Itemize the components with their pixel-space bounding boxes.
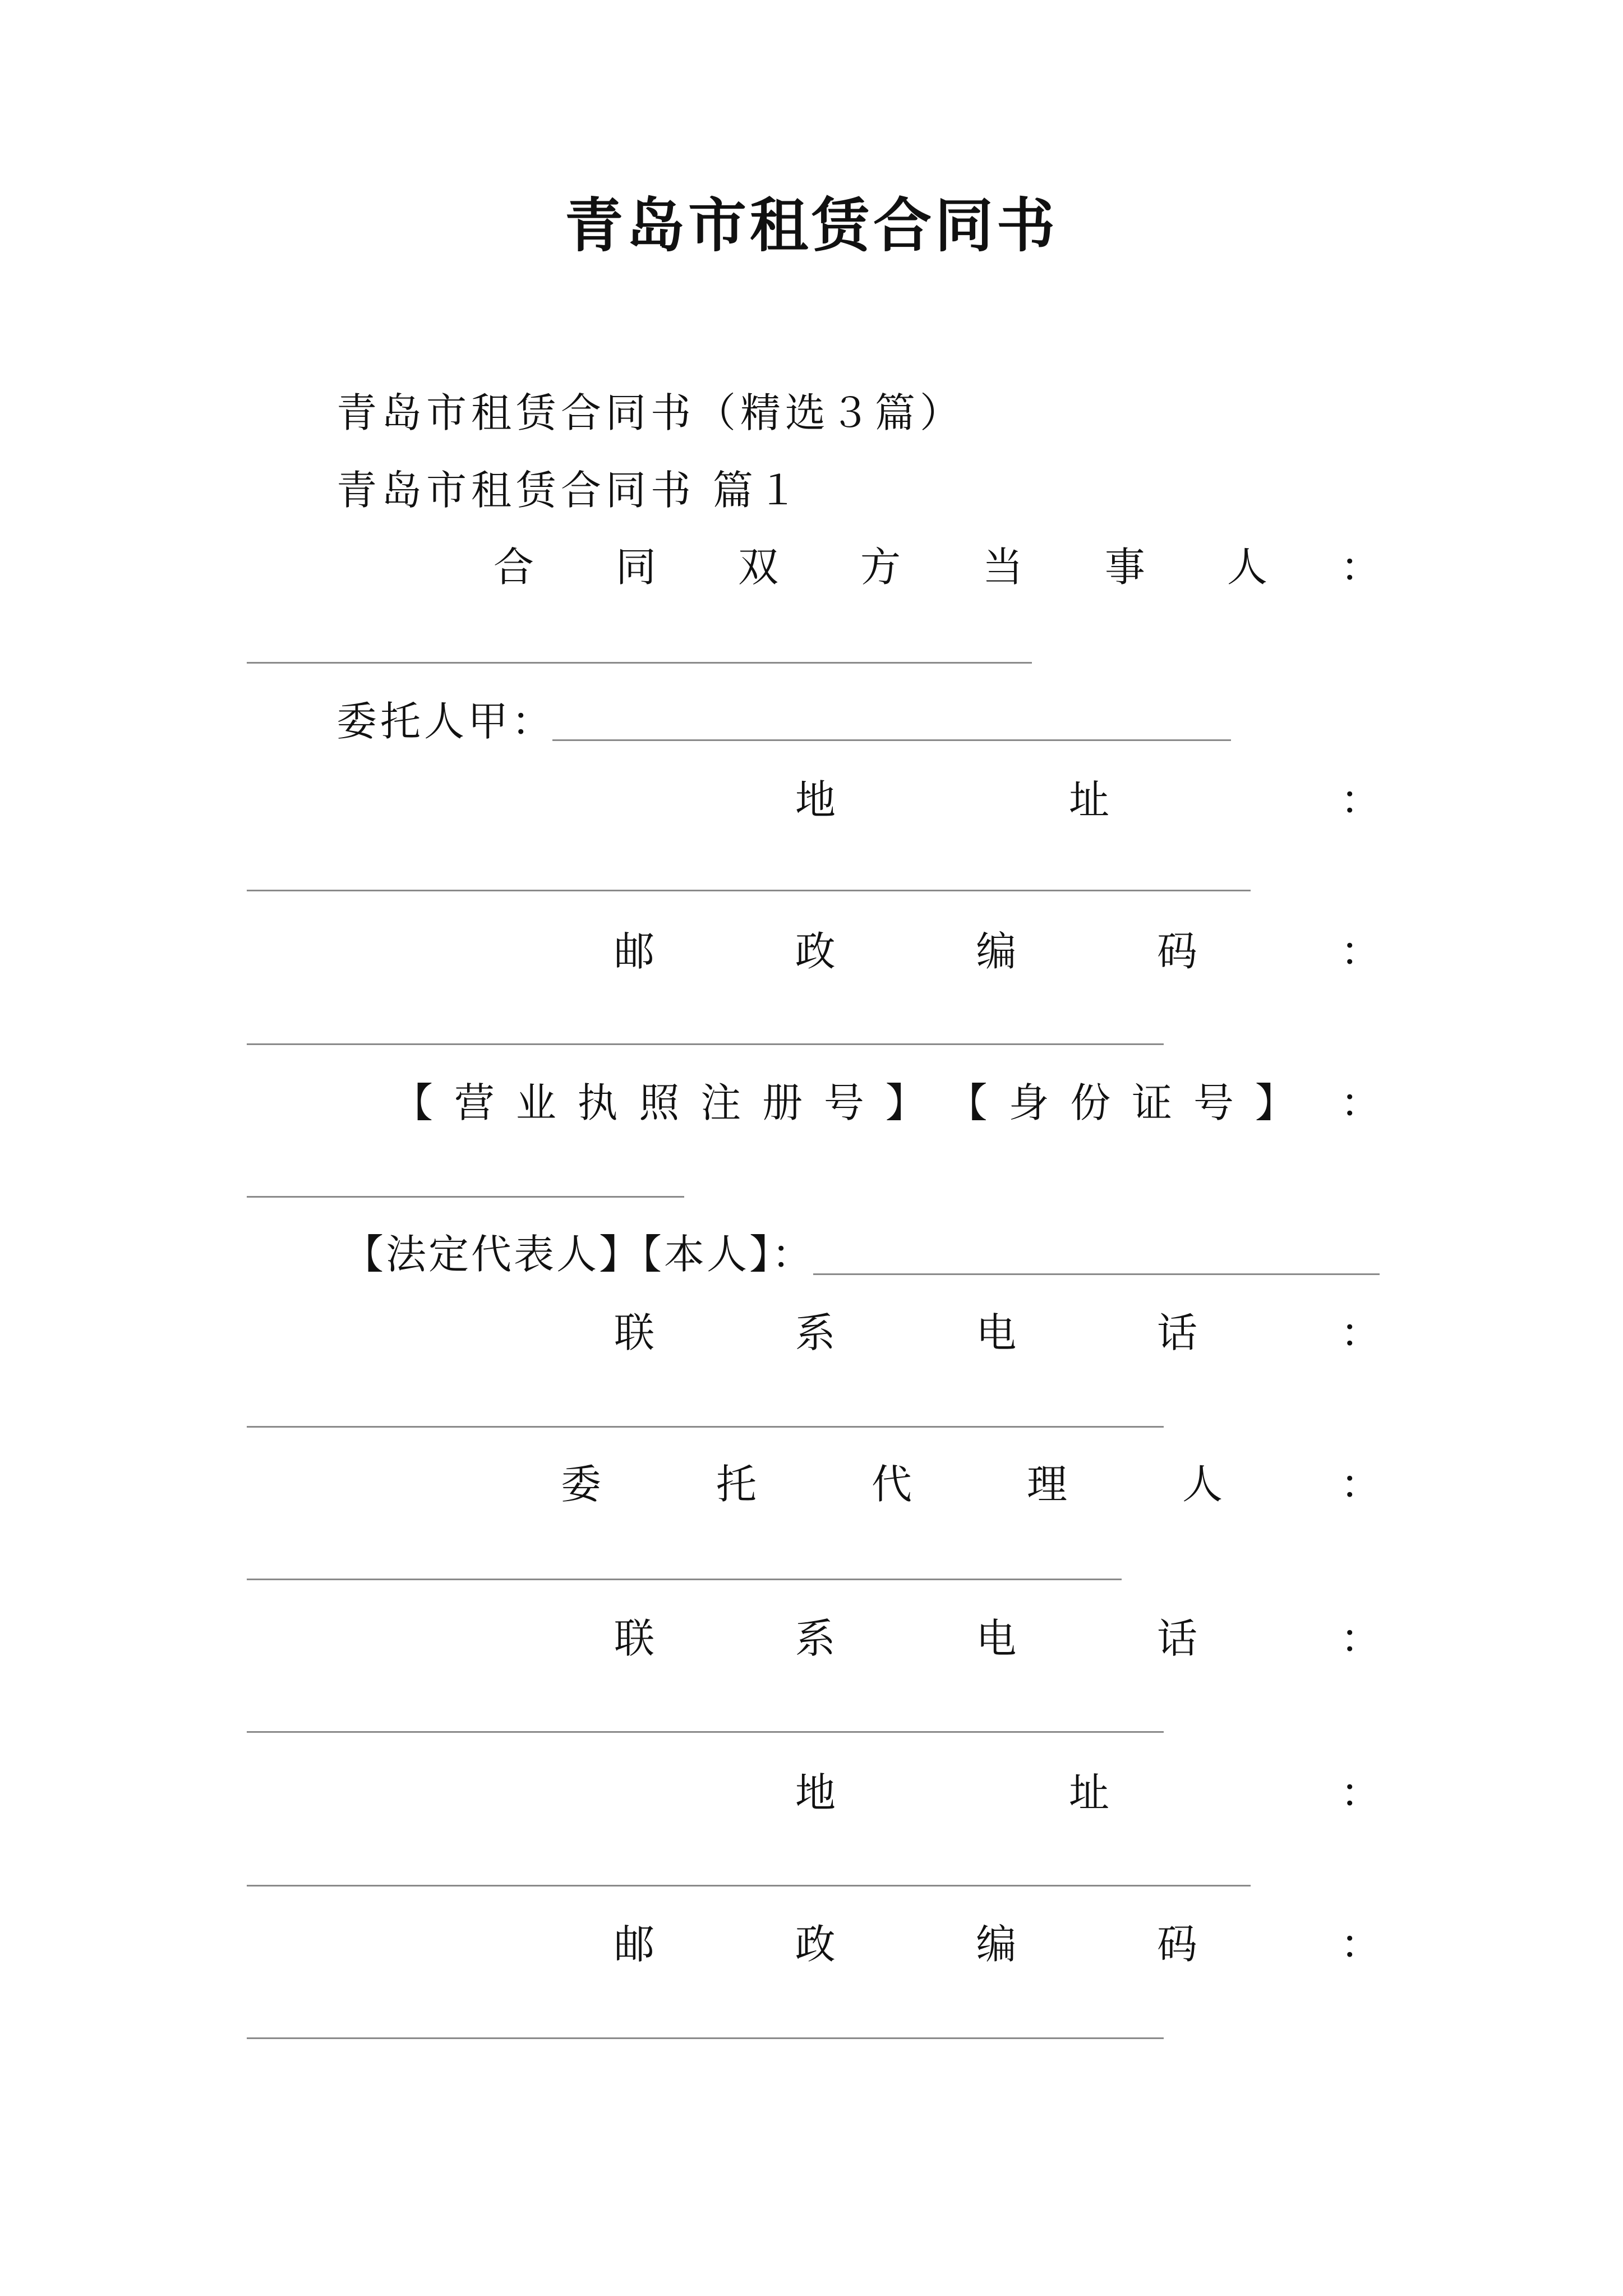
colon: ： [1340,1615,1381,1662]
license-id-label [393,1079,1295,1126]
label-char: 营 [454,1079,495,1126]
colon: ： [1340,1079,1381,1126]
client-a-label: 委托人甲： [336,698,556,745]
postcode-label [614,928,1197,975]
label-char: 址 [1068,776,1109,823]
label-char: 号 [823,1079,864,1126]
parties-label [494,544,1267,591]
label-char: 编 [976,1921,1017,1968]
label-char: 话 [1156,1615,1197,1662]
label-char: 人 [1227,544,1267,591]
label-char: 系 [795,1615,836,1662]
label-char: 政 [795,1921,836,1968]
label-char: 联 [614,1309,655,1356]
label-char: 委 [561,1461,602,1508]
phone-label [614,1309,1197,1356]
label-char: 册 [762,1079,803,1126]
label-char: 证 [1132,1079,1173,1126]
label-char: 当 [982,544,1023,591]
colon: ： [1340,1461,1381,1508]
label-char: 电 [976,1309,1017,1356]
label-char: 合 [494,544,534,591]
label-char: 编 [976,928,1017,975]
label-char: 邮 [614,928,655,975]
fill-in-line[interactable] [247,662,1032,664]
label-char: 照 [639,1079,680,1126]
address-label [795,1769,1109,1816]
license-id-line[interactable] [247,1196,684,1198]
label-char: 址 [1068,1769,1109,1816]
section-heading: 青岛市租赁合同书 篇１ [336,467,803,514]
address-line[interactable] [247,890,1251,891]
postcode-label [614,1921,1197,1968]
label-char: 政 [795,928,836,975]
label-char: 码 [1156,928,1197,975]
label-char: 份 [1070,1079,1111,1126]
label-char: 同 [615,544,656,591]
agent-line[interactable] [247,1579,1122,1580]
colon: ： [1340,544,1381,591]
agent-label [561,1461,1223,1508]
label-char: 托 [716,1461,757,1508]
label-char: 【 [947,1079,988,1126]
legal-rep-label: 【法定代表人】【本人】： [343,1231,815,1278]
label-char: 身 [1008,1079,1049,1126]
label-char: 系 [795,1309,836,1356]
label-char: 理 [1026,1461,1067,1508]
label-char: 双 [737,544,778,591]
label-char: 注 [700,1079,741,1126]
label-char: 】 [1255,1079,1295,1126]
label-char: 人 [1182,1461,1223,1508]
phone-label [614,1615,1197,1662]
phone-line[interactable] [247,1731,1164,1733]
postcode-line[interactable] [247,2037,1164,2039]
label-char: 邮 [614,1921,655,1968]
label-char: 电 [976,1615,1017,1662]
document-title: 青岛市租赁合同书 [564,191,1058,260]
colon: ： [1340,776,1381,823]
label-char: 码 [1156,1921,1197,1968]
label-char: 【 [393,1079,434,1126]
address-label [795,776,1109,823]
label-char: 联 [614,1615,655,1662]
label-char: 号 [1193,1079,1234,1126]
label-char: 事 [1104,544,1145,591]
document-subtitle: 青岛市租赁合同书（精选３篇） [336,389,965,436]
label-char: 】 [885,1079,926,1126]
phone-line[interactable] [247,1426,1164,1428]
colon: ： [1340,1309,1381,1356]
legal-rep-line[interactable] [813,1273,1380,1275]
postcode-line[interactable] [247,1043,1164,1045]
label-char: 业 [515,1079,556,1126]
label-char: 地 [795,776,836,823]
label-char: 代 [871,1461,912,1508]
client-a-line[interactable] [552,739,1231,741]
label-char: 地 [795,1769,836,1816]
label-char: 方 [860,544,901,591]
address-line[interactable] [247,1885,1251,1887]
colon: ： [1340,1921,1381,1968]
colon: ： [1340,928,1381,975]
label-char: 执 [577,1079,618,1126]
colon: ： [1340,1769,1381,1816]
label-char: 话 [1156,1309,1197,1356]
